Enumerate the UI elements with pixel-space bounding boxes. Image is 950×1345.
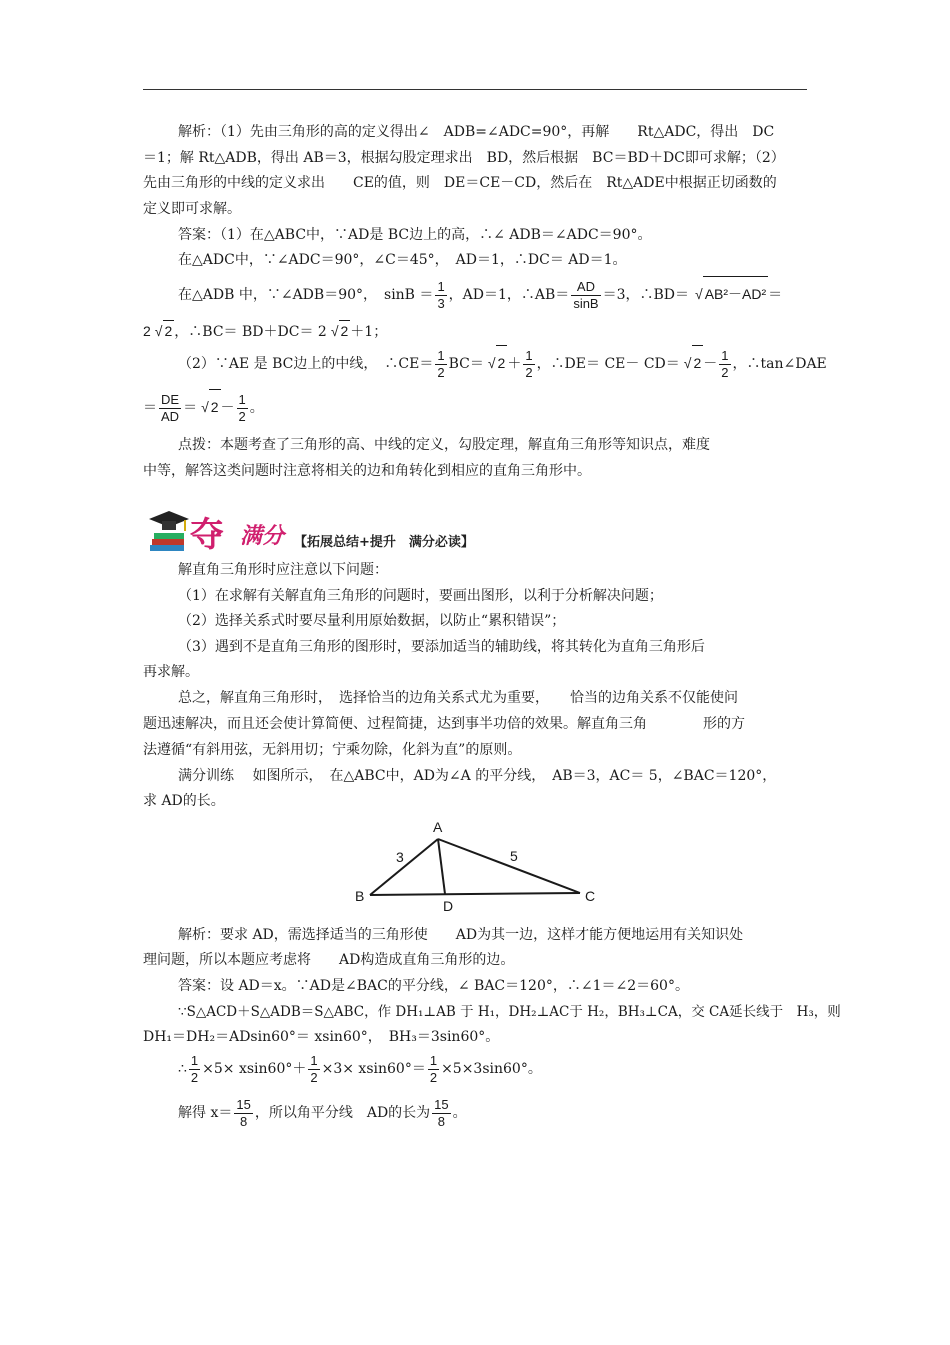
sqrt-two: √ 2 xyxy=(339,320,350,341)
analysis2-line-6-d: ×5×3sin60°。 xyxy=(441,1061,542,1077)
label-ac-length: 5 xyxy=(510,848,518,864)
fraction-fifteen-eighths xyxy=(234,1097,252,1130)
summary-line-6: 总之，解直角三角形时， 选择恰当的边角关系式尤为重要， 恰当的边角关系不仅能使问 xyxy=(178,690,738,706)
answer-line-3 xyxy=(178,276,782,312)
analysis2-line-5: DH₁＝DH₂＝ADsin60°＝ xsin60°， BH₃＝3sin60°。 xyxy=(143,1029,500,1045)
fraction-de-over-ad xyxy=(159,392,181,425)
fraction-one-half xyxy=(719,348,730,381)
therefore-sign: ∴ xyxy=(178,1061,187,1077)
tip-line-2: 中等，解答这类问题时注意将相关的边和角转化到相应的直角三角形中。 xyxy=(143,463,591,479)
fraction-numerator: 1 xyxy=(437,278,445,294)
summary-line-8: 法遵循“有斜用弦，无斜用切；宁乘勿除，化斜为直”的原则。 xyxy=(143,742,522,758)
answer-line-3-b: ，AD＝1，∴AB＝ xyxy=(448,287,570,303)
banner-big-char: 夺 xyxy=(190,515,224,555)
side-bc xyxy=(370,893,580,895)
answer-line-2: 在△ADC中，∵∠ADC＝90°，∠C＝45°， AD＝1，∴DC＝ AD＝1。 xyxy=(178,252,627,268)
sqrt-two: √ 2 xyxy=(692,345,703,380)
label-b: B xyxy=(355,888,365,904)
bisector-ad xyxy=(438,839,445,894)
summary-line-7: 题迅速解决，而且还会使计算简便、过程简捷，达到事半功倍的效果。解直角三角 形的方 xyxy=(143,716,745,732)
top-rule xyxy=(143,89,807,90)
answer-line-4-c: ，∴BC＝ BD＋DC＝ 2 xyxy=(174,324,327,340)
fraction-one-half xyxy=(189,1053,200,1086)
analysis2-line-3: 答案：设 AD＝x。∵AD是∠BAC的平分线，∠ BAC＝120°，∴∠1＝∠2＝60°。 xyxy=(178,978,689,994)
summary-line-5: 再求解。 xyxy=(143,664,199,680)
fraction-fifteen-eighths xyxy=(432,1097,450,1130)
answer-line-5-b: BC＝ xyxy=(448,356,484,372)
answer-line-6-a: ＝ xyxy=(143,400,157,416)
analysis2-line-2: 理问题，所以本题应考虑将 AD构造成直角三角形的边。 xyxy=(143,952,515,968)
fraction-ad-over-sinb xyxy=(571,279,600,312)
analysis2-line-6-c: ×3× xsin60°＝ xyxy=(321,1061,426,1077)
analysis2-line-1: 解析：要求 AD，需选择适当的三角形使 AD为其一边，这样才能方便地运用有关知识处 xyxy=(178,927,744,943)
fraction-numerator: 15 xyxy=(434,1096,449,1112)
fraction-numerator: 15 xyxy=(236,1096,251,1112)
analysis2-line-6-b: ×5× xsin60°＋ xyxy=(202,1061,307,1077)
full-score-banner xyxy=(148,505,508,557)
fraction-one-third xyxy=(435,279,446,312)
sqrt-two: √ 2 xyxy=(496,345,507,380)
triangle-figure xyxy=(345,815,615,915)
analysis-line-2: ＝1；解 Rt△ADB，得出 AB＝3，根据勾股定理求出 BD，然后根据 BC＝BD＋DC即可求解；（2） xyxy=(143,150,785,166)
fraction-denominator: 2 xyxy=(190,1069,199,1085)
answer-line-5-e: ，∴DE＝ CE－ CD＝ xyxy=(536,356,680,372)
fraction-denominator: AD xyxy=(161,408,180,424)
summary-line-2: （1）在求解有关解直角三角形的问题时，要画出图形，以利于分析解决问题； xyxy=(178,588,663,604)
answer-line-5 xyxy=(178,345,827,381)
fraction-numerator: 1 xyxy=(190,1052,199,1068)
analysis2-line-6 xyxy=(178,1052,542,1086)
answer-line-4-e: ＋1； xyxy=(350,324,388,340)
sqrt-two: √ 2 xyxy=(163,320,174,341)
analysis-line-4: 定义即可求解。 xyxy=(143,201,241,217)
fraction-one-half xyxy=(237,392,248,425)
fraction-numerator: 1 xyxy=(437,347,445,363)
fraction-one-half xyxy=(428,1053,439,1086)
fraction-denominator: 3 xyxy=(437,295,445,311)
answer-line-4 xyxy=(143,320,387,342)
summary-line-9: 满分训练 如图所示， 在△ABC中，AD为∠A 的平分线， AB＝3，AC＝ 5，∠BAC＝120°， xyxy=(178,768,777,784)
analysis2-line-7-b: ，所以角平分线 AD的长为 xyxy=(254,1105,431,1121)
fraction-one-half xyxy=(523,348,534,381)
label-d: D xyxy=(443,898,454,914)
tip-line-1: 点拨：本题考查了三角形的高、中线的定义，勾股定理，解直角三角形等知识点，难度 xyxy=(178,437,710,453)
answer-line-3-a: 在△ADB 中，∵∠ADB＝90°， sinB ＝ xyxy=(178,287,434,303)
analysis2-line-4: ∵S△ACD＋S△ADB＝S△ABC，作 DH₁⊥AB 于 H₁，DH₂⊥AC于 H₂，BH₃⊥CA，交 CA延长线于 H₃，则 xyxy=(178,1004,841,1020)
fraction-denominator: sinB xyxy=(573,295,599,311)
answer-line-5-h: ，∴tan∠DAE xyxy=(732,356,827,372)
fraction-denominator: 8 xyxy=(437,1113,446,1129)
fraction-numerator: DE xyxy=(161,391,180,407)
fraction-denominator: 2 xyxy=(429,1069,438,1085)
summary-line-1: 解直角三角形时应注意以下问题： xyxy=(178,562,388,578)
fraction-denominator: 2 xyxy=(721,364,729,380)
answer-line-3-c: ＝3，∴BD＝ xyxy=(602,287,690,303)
analysis-line-1: 解析：（1）先由三角形的高的定义得出∠ ADB=∠ADC=90°，再解 Rt△ADC，得出 DC xyxy=(178,124,775,140)
label-a: A xyxy=(433,819,443,835)
side-ac xyxy=(438,839,580,893)
answer-line-5-a: （2）∵AE 是 BC边上的中线， ∴CE＝ xyxy=(178,356,434,372)
answer-line-6 xyxy=(143,389,264,425)
fraction-numerator: AD xyxy=(571,279,600,296)
fraction-denominator: 2 xyxy=(238,408,246,424)
analysis-line-3: 先由三角形的中线的定义求出 CE的值，则 DE＝CE－CD，然后在 Rt△ADE中根据正切函数的 xyxy=(143,175,777,191)
fraction-one-half xyxy=(435,348,446,381)
answer-line-6-d: － xyxy=(220,400,235,416)
fraction-denominator: 2 xyxy=(525,364,533,380)
answer-line-3-e: ＝ xyxy=(768,287,783,303)
analysis2-line-7 xyxy=(178,1096,467,1130)
answer-line-6-e: 。 xyxy=(249,400,264,416)
fraction-numerator: 1 xyxy=(238,391,246,407)
side-ab xyxy=(370,839,438,895)
fraction-numerator: 1 xyxy=(721,347,729,363)
fraction-denominator: 2 xyxy=(310,1069,318,1085)
summary-line-10: 求 AD的长。 xyxy=(143,793,225,809)
answer-line-4-a: 2 xyxy=(143,323,151,339)
answer-line-5-d: ＋ xyxy=(507,356,522,372)
analysis2-line-7-a: 解得 x＝ xyxy=(178,1105,233,1121)
fraction-numerator: 1 xyxy=(525,347,533,363)
label-c: C xyxy=(585,888,596,904)
analysis2-line-7-c: 。 xyxy=(452,1105,467,1121)
answer-line-6-b: ＝ xyxy=(183,400,198,416)
summary-line-3: （2）选择关系式时要尽量利用原始数据，以防止“累积错误”； xyxy=(178,613,566,629)
summary-line-4: （3）遇到不是直角三角形的图形时，要添加适当的辅助线，将其转化为直角三角形后 xyxy=(178,639,705,655)
graduation-cap-books-icon xyxy=(148,509,190,553)
fraction-denominator: 2 xyxy=(437,364,445,380)
fraction-one-half xyxy=(308,1053,319,1086)
answer-line-1: 答案：（1）在△ABC中，∵AD是 BC边上的高，∴∠ ADB＝∠ADC＝90°。 xyxy=(178,227,652,243)
sqrt-ab2-ad2: √ AB²－AD² xyxy=(703,276,768,311)
answer-line-5-g: － xyxy=(703,356,718,372)
fraction-numerator: 1 xyxy=(429,1052,438,1068)
label-ab-length: 3 xyxy=(396,849,404,865)
sqrt-two: √ 2 xyxy=(209,389,220,424)
banner-tag: 【拓展总结+提升 满分必读】 xyxy=(294,535,474,550)
fraction-numerator: 1 xyxy=(310,1052,318,1068)
banner-mid-text: 满分 xyxy=(240,524,285,549)
fraction-denominator: 8 xyxy=(239,1113,248,1129)
